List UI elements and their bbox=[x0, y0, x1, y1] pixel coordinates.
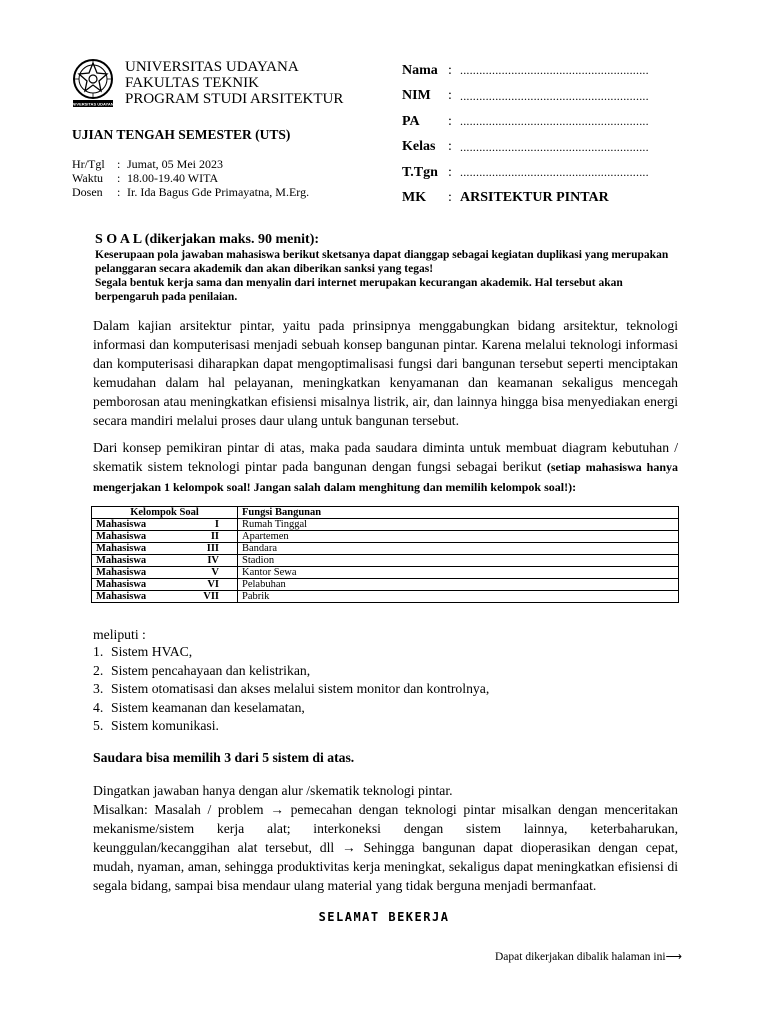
form-mk: MK : ARSITEKTUR PINTAR bbox=[402, 190, 609, 206]
closing-paragraph bbox=[93, 781, 678, 895]
student-form bbox=[402, 58, 649, 211]
exam-meta bbox=[72, 157, 309, 199]
intro-paragraph: Dalam kajian arsitektur pintar, yaitu pada prinsipnya menggabungkan bidang arsitektur, teknologi informasi dan komputerisasi menjadi sebuah konsep bangunan pintar. Karena melalui teknologi informasi dan komputerisasi diharapkan dapat mengoptimalisasi fungsi dari bangunan tersebut seperti menciptakan kemudahan dalam hal pelayanan, meningkatkan kenyamanan dan keamanan sekaligus mencegah pemborosan atau meningkatkan efisiensi misalnya listrik, air, dan lainnya hingga bisa menyediakan energi secara mandiri melalui proses daur ulang untuk bangunan tersebut. bbox=[93, 318, 678, 428]
meta-lecturer: Dosen : Ir. Ida Bagus Gde Primayatna, M.Erg. bbox=[72, 185, 310, 199]
list-item: 2. Sistem pencahayaan dan kelistrikan, bbox=[93, 662, 311, 678]
table-header-function: Fungsi Bangunan bbox=[238, 507, 679, 519]
nama-field[interactable]: ........................................................... bbox=[460, 63, 649, 78]
form-kelas[interactable]: Kelas : ........................................................... bbox=[402, 139, 649, 155]
soal-warning bbox=[95, 248, 681, 304]
table-row: Mahasiswa I Rumah Tinggal bbox=[92, 519, 679, 531]
warning-cheating: Segala bentuk kerja sama dan menyalin dari internet merupakan kecurangan akademik. Hal tersebut akan berpengaruh pada penilaian. bbox=[95, 277, 623, 303]
list-item: 3. Sistem otomatisasi dan akses melalui sistem monitor dan kontrolnya, bbox=[93, 681, 490, 696]
task-paragraph: Dari konsep pemikiran pintar di atas, maka pada saudara diminta untuk membuat diagram kebutuhan / skematik sistem teknologi pintar pada bangunan dengan fungsi sebagai berikut (setiap mahasiswa hanya mengerjakan 1 kelompok soal! Jangan salah dalam menghitung dan memilih kelompok soal!): bbox=[93, 440, 678, 494]
table-row: Mahasiswa IV Stadion bbox=[92, 555, 679, 567]
form-nim[interactable]: NIM : ........................................................... bbox=[402, 88, 649, 104]
meliputi-intro: meliputi : bbox=[93, 627, 146, 642]
closing-reminder: Dingatkan jawaban hanya dengan alur /skematik teknologi pintar. bbox=[93, 783, 453, 798]
pa-field[interactable]: ........................................................... bbox=[460, 114, 649, 129]
kelas-field[interactable]: ........................................................... bbox=[460, 139, 649, 154]
table-header-group: Kelompok Soal bbox=[92, 507, 238, 519]
soal-title: S O A L (dikerjakan maks. 90 menit): bbox=[95, 232, 320, 247]
meta-time: Waktu : 18.00-19.40 WITA bbox=[72, 171, 219, 185]
program-name: PROGRAM STUDI ARSITEKTUR bbox=[125, 91, 344, 107]
university-header bbox=[125, 59, 343, 107]
logo-caption: UNIVERSITAS UDAYANA bbox=[70, 101, 116, 107]
selamat-bekerja: SELAMAT BEKERJA bbox=[318, 910, 450, 924]
form-ttgn[interactable]: T.Tgn : ........................................................... bbox=[402, 164, 649, 180]
table-row: Mahasiswa II Apartemen bbox=[92, 531, 679, 543]
list-item: 4. Sistem keamanan dan keselamatan, bbox=[93, 699, 305, 715]
form-pa[interactable]: PA : ........................................................... bbox=[402, 113, 649, 129]
form-nama[interactable]: Nama : ........................................................... bbox=[402, 62, 649, 78]
list-item: 1. Sistem HVAC, bbox=[93, 644, 193, 659]
nim-field[interactable]: ........................................................... bbox=[460, 88, 649, 103]
table-row: Mahasiswa VI Pelabuhan bbox=[92, 579, 679, 591]
table-row: Mahasiswa V Kantor Sewa bbox=[92, 567, 679, 579]
university-name: UNIVERSITAS UDAYANA bbox=[125, 59, 299, 75]
meta-date: Hr/Tgl : Jumat, 05 Mei 2023 bbox=[72, 157, 223, 171]
list-item: 5. Sistem komunikasi. bbox=[93, 718, 219, 733]
footer-note: Dapat dikerjakan dibalik halaman ini⟶ bbox=[494, 951, 682, 963]
choose-instruction: Saudara bisa memilih 3 dari 5 sistem di atas. bbox=[93, 750, 355, 765]
university-logo bbox=[70, 58, 116, 108]
ttgn-field[interactable]: ........................................................... bbox=[460, 165, 649, 180]
group-table bbox=[91, 506, 679, 603]
exam-title: UJIAN TENGAH SEMESTER (UTS) bbox=[72, 127, 291, 142]
system-list bbox=[93, 643, 489, 736]
faculty-name: FAKULTAS TEKNIK bbox=[125, 75, 259, 91]
task-emphasis: (setiap mahasiswa hanya mengerjakan 1 kelompok soal! Jangan salah dalam menghitung dan memilih kelompok soal!): bbox=[93, 460, 678, 494]
table-row: Mahasiswa VII Pabrik bbox=[92, 591, 679, 603]
mk-value: ARSITEKTUR PINTAR bbox=[460, 190, 609, 206]
closing-example: Misalkan: Masalah / problem → pemecahan dengan teknologi pintar misalkan dengan menceritakan mekanisme/sistem kerja alat; interkoneksi dengan sistem lainnya, keterbaharukan, keunggulan/kecanggihan alat tersebut, dll → Sehingga bangunan dapat dioperasikan dengan cepat, mudah, nyaman, aman, sehingga produktivitas kerja meningkat, sekaligus dapat meningkatkan efisiensi di segala bidang, sampai bisa mendaur ulang material yang tidak berguna menjadi bermanfaat. bbox=[93, 802, 678, 893]
warning-duplication: Keserupaan pola jawaban mahasiswa berikut sketsanya dapat dianggap sebagai kegiatan duplikasi yang merupakan pelanggaran secara akademik dan akan diberikan sanksi yang tegas! bbox=[95, 249, 669, 275]
table-row: Mahasiswa III Bandara bbox=[92, 543, 679, 555]
